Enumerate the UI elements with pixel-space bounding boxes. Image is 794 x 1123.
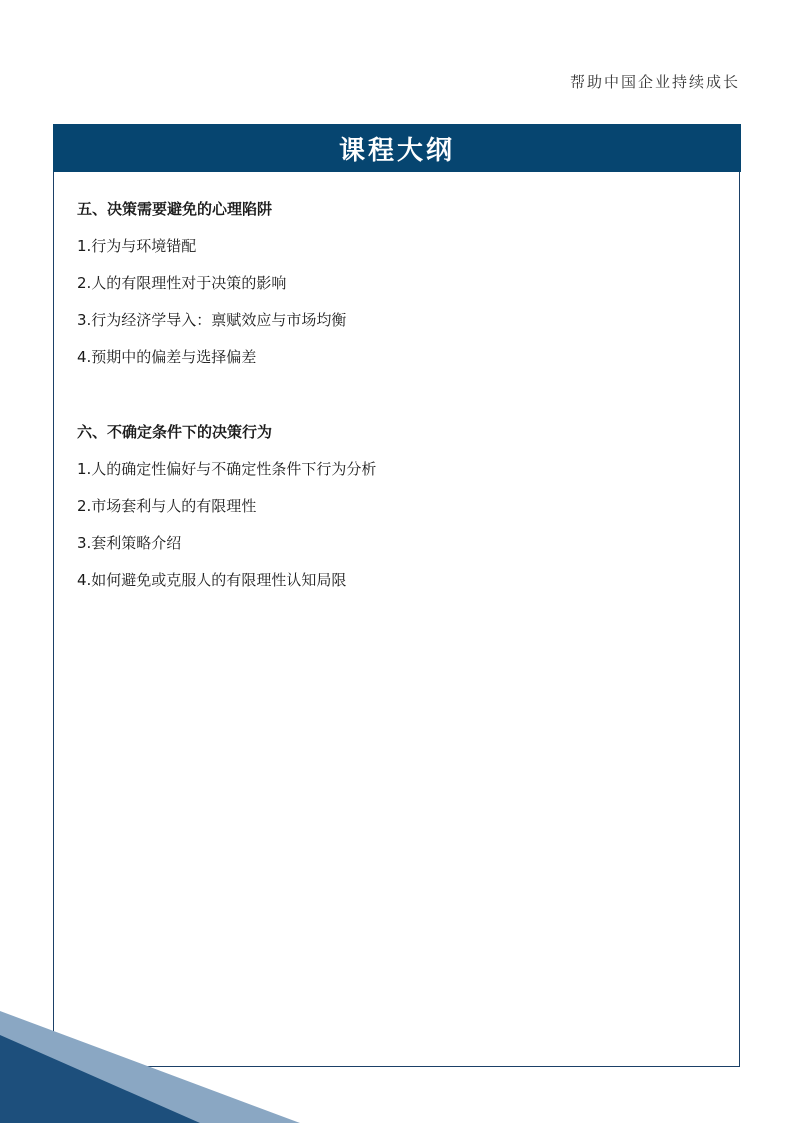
section-5 — [77, 197, 717, 382]
list-item: 1.人的确定性偏好与不确定性条件下行为分析 — [77, 460, 377, 478]
banner-title: 课程大纲 — [338, 135, 455, 166]
list-item: 4.如何避免或克服人的有限理性认知局限 — [77, 571, 347, 589]
list-item: 4.预期中的偏差与选择偏差 — [77, 348, 257, 366]
list-item: 2.人的有限理性对于决策的影响 — [77, 274, 287, 292]
header-slogan: 帮助中国企业持续成长 — [569, 73, 740, 91]
corner-decoration — [0, 1011, 300, 1123]
section-spacer — [77, 382, 717, 420]
list-item: 2.市场套利与人的有限理性 — [77, 497, 257, 515]
outline-banner — [53, 124, 741, 172]
section-title: 六、不确定条件下的决策行为 — [77, 423, 273, 441]
section-title: 五、决策需要避免的心理陷阱 — [77, 200, 273, 218]
section-6 — [77, 420, 717, 605]
list-item: 3.行为经济学导入：禀赋效应与市场均衡 — [77, 311, 347, 329]
list-item: 3.套利策略介绍 — [77, 534, 182, 552]
list-item: 1.行为与环境错配 — [77, 237, 197, 255]
outline-content — [77, 197, 717, 605]
